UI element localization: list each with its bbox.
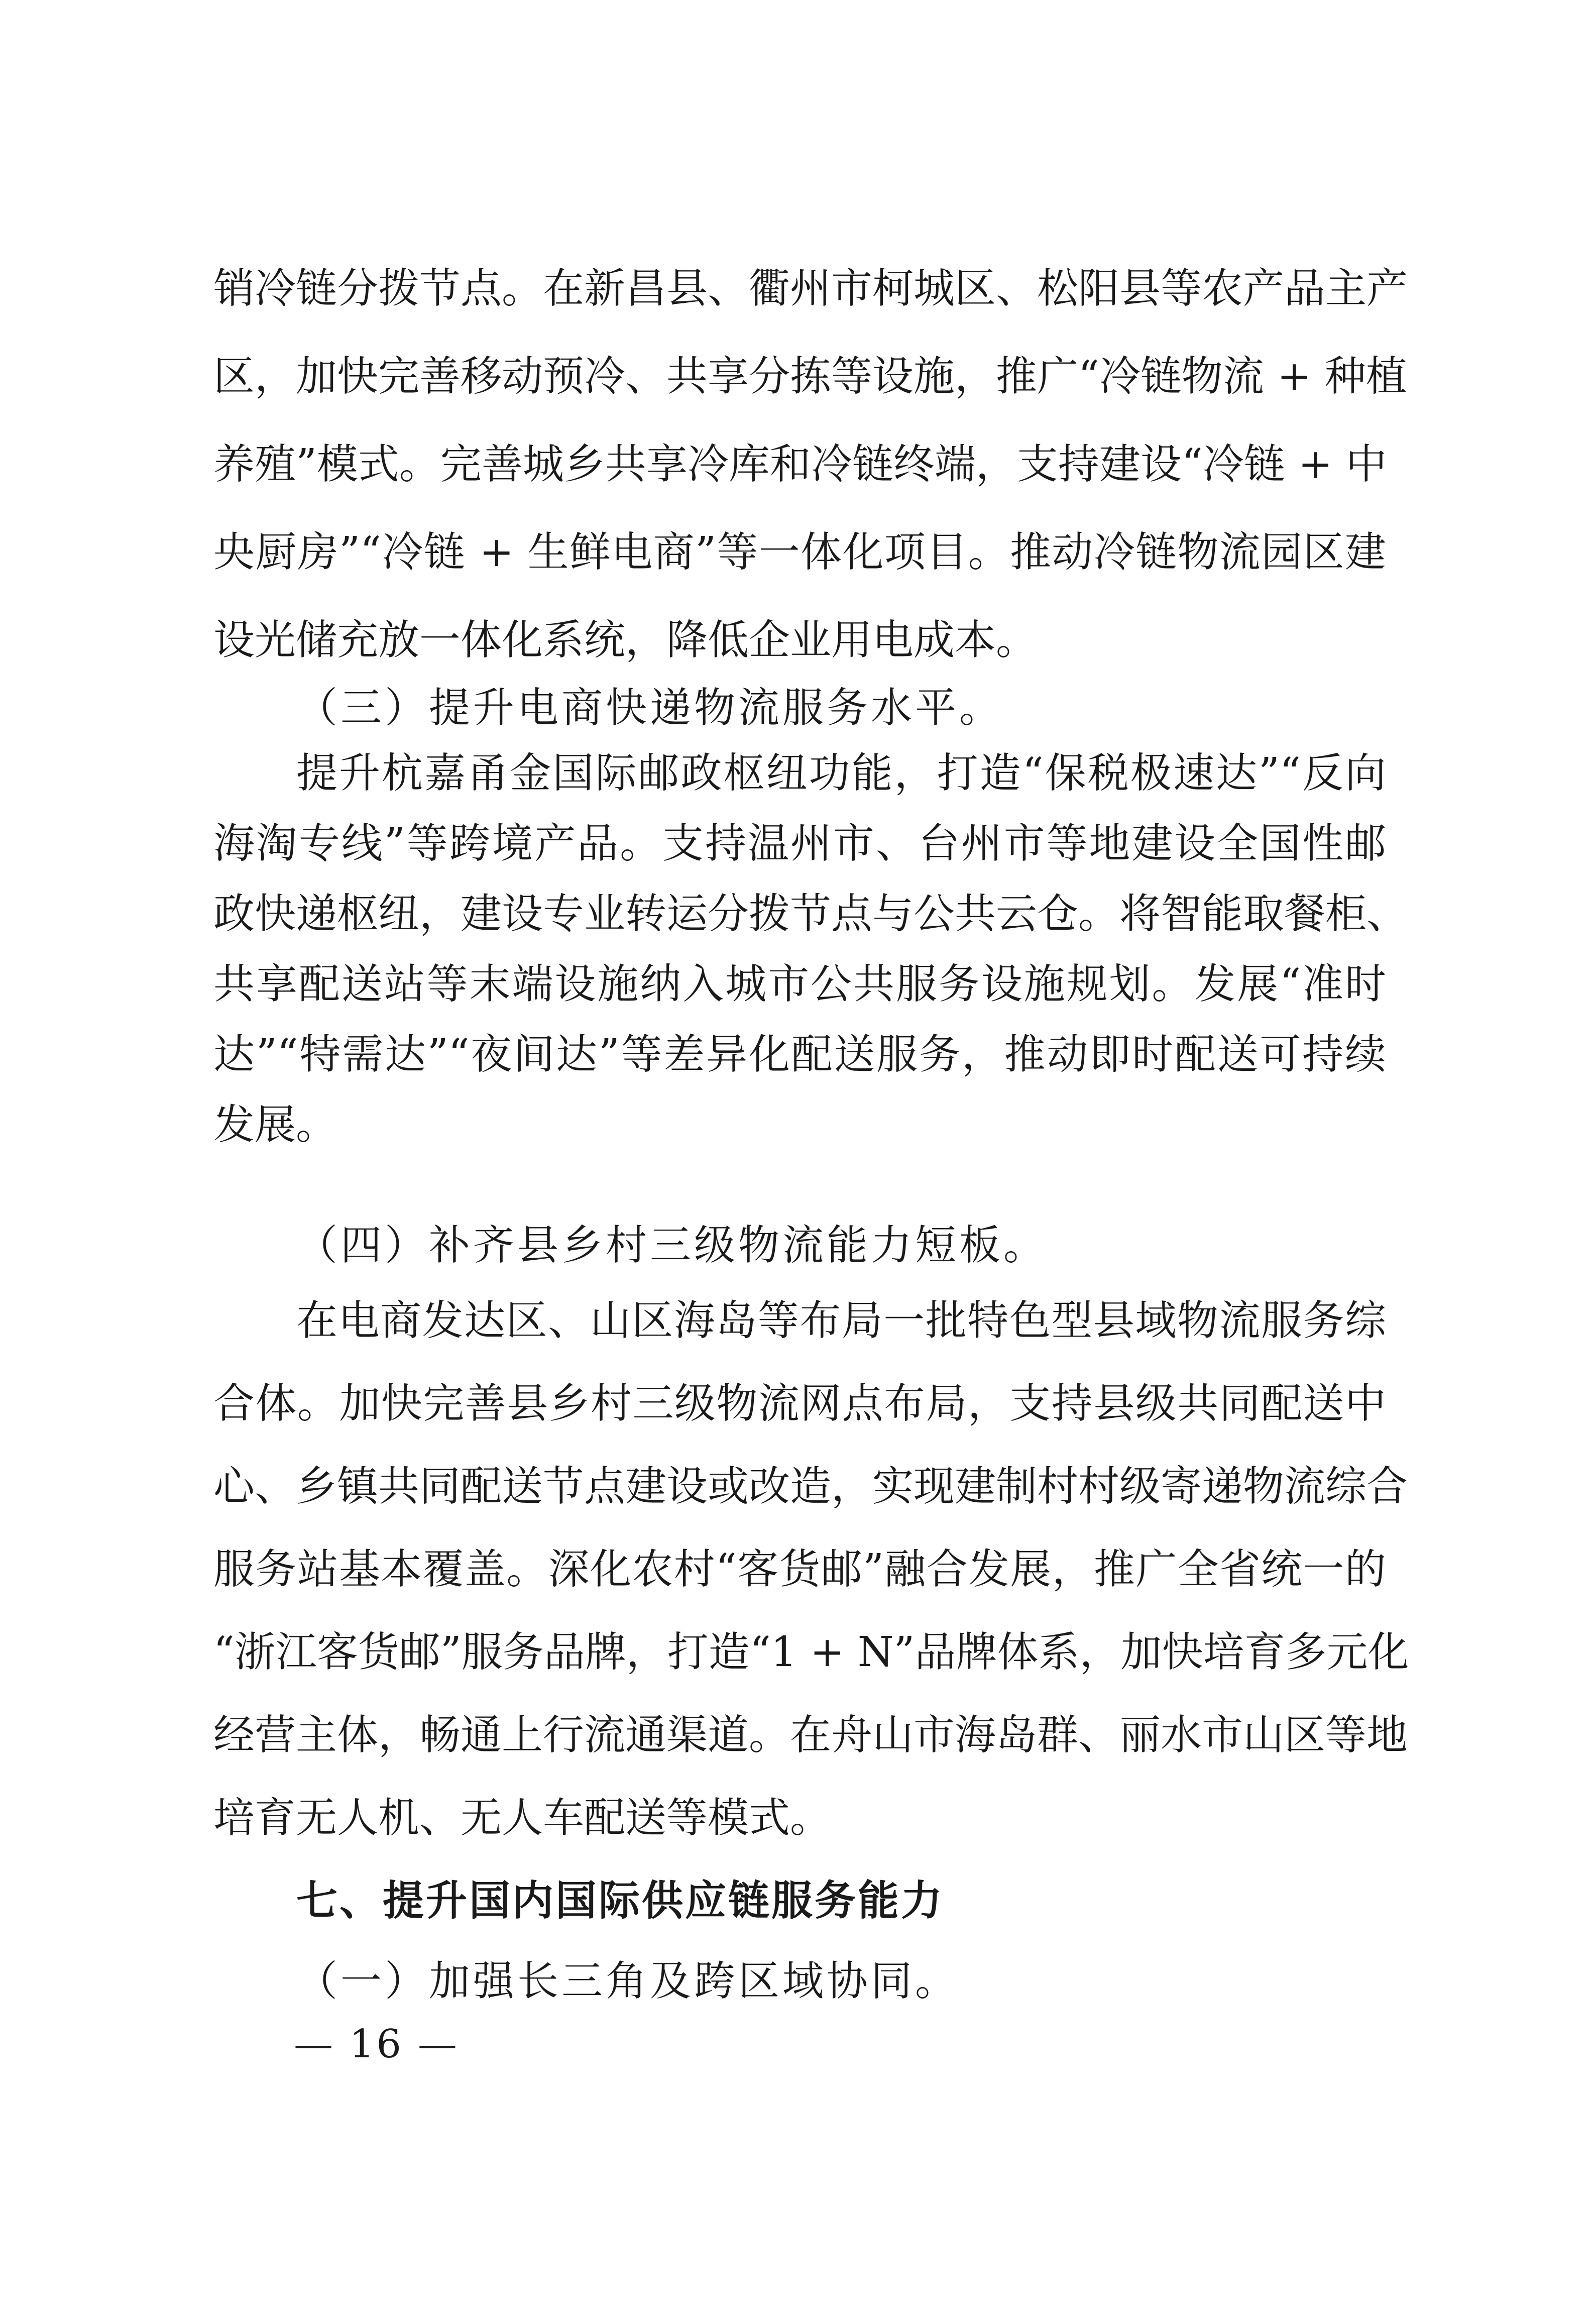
para2-line-1: 提升杭嘉甬金国际邮政枢纽功能，打造“保税极速达”“反向 [296,749,1386,797]
para1-line-1: 销冷链分拨节点。在新昌县、衢州市柯城区、松阳县等农产品主产 [213,265,1408,312]
para2-line-3: 政快递枢纽，建设专业转运分拨节点与公共云仓。将智能取餐柜、 [213,890,1408,938]
para3-line-7: 培育无人机、无人车配送等模式。 [213,1794,832,1842]
para3-line-4: 服务站基本覆盖。深化农村“客货邮”融合发展，推广全省统一的 [213,1546,1386,1593]
para1-line-2: 区，加快完善移动预冷、共享分拣等设施，推广“冷链物流 + 种植 [213,353,1407,400]
para1-line-3: 养殖”模式。完善城乡共享冷库和冷链终端，支持建设“冷链 + 中 [213,440,1387,488]
page-number: — 16 — [294,2022,459,2067]
para3-line-5: “浙江客货邮”服务品牌，打造“1 + N”品牌体系，加快培育多元化 [213,1628,1409,1676]
section-heading-7: 七、提升国内国际供应链服务能力 [296,1877,945,1925]
para1-line-4: 央厨房”“冷链 + 生鲜电商”等一体化项目。推动冷链物流园区建 [213,528,1386,576]
para3-line-1: 在电商发达区、山区海岛等布局一批特色型县域物流服务综 [296,1297,1386,1345]
para3-line-3: 心、乡镇共同配送节点建设或改造，实现建制村村级寄递物流综合 [213,1463,1408,1510]
para2-line-5: 达”“特需达”“夜间达”等差异化配送服务，推动即时配送可持续 [213,1031,1386,1078]
para3-line-6: 经营主体，畅通上行流通渠道。在舟山市海岛群、丽水市山区等地 [213,1711,1408,1759]
subheading-4: （四）补齐县乡村三级物流能力短板。 [296,1222,1048,1269]
para2-line-4: 共享配送站等末端设施纳入城市公共服务设施规划。发展“准时 [213,960,1386,1008]
subheading-3: （三）提升电商快递物流服务水平。 [296,684,1004,732]
para2-line-6: 发展。 [213,1101,337,1149]
para2-line-2: 海淘专线”等跨境产品。支持温州市、台州市等地建设全国性邮 [213,820,1386,867]
para1-line-5: 设光储充放一体化系统，降低企业用电成本。 [213,616,1038,664]
para3-line-2: 合体。加快完善县乡村三级物流网点布局，支持县级共同配送中 [213,1380,1386,1427]
subheading-7-1: （一）加强长三角及跨区域协同。 [296,1957,960,2005]
